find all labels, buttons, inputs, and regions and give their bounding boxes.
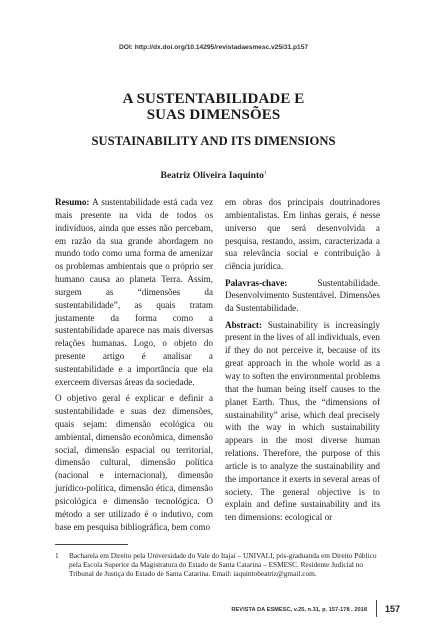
resumo-paragraph-2: O objetivo geral é explicar e definir a sustentabilidade e suas dez dimensões, quais sejam: dimensão ecológica ou ambiental, dimensão econômica, dimensão social, dimensão espacial ou territorial, dimensão cultural, dimensão política (nacional e internacional), dimensão jurídico-política, dimensão ética, dimensão psicológica e dimensão tecnológica. O método a ser utilizado é o indutivo, com base em pesquisa bibliográfica, bem como [55, 393, 213, 532]
footnote [55, 551, 382, 578]
doi-line: DOI: http://dx.doi.org/10.14295/revistadaesmesc.v25i31.p157 [118, 44, 309, 51]
title-line-1: A SUSTENTABILIDADE E [122, 91, 305, 107]
footnote-rule [55, 544, 128, 545]
abstract-paragraph [225, 319, 380, 525]
left-column [55, 196, 213, 533]
author-footnote-mark: 1 [263, 171, 267, 176]
footnote-number: 1 [55, 551, 59, 560]
article-title-en: SUSTAINABILITY AND ITS DIMENSIONS [91, 134, 336, 148]
title-line-2: SUAS DIMENSÕES [146, 107, 281, 123]
footnote-text: Bacharela em Direito pela Universidade do Vale do Itajaí – UNIVALI, pós-graduanda em Direito Público pela Escola Superior da Magistratura do Estado de Santa Catarina – ESMESC. Residente Judicial no Tribunal de Justiça do Estado de Santa Catarina. Email: iaquintobeatriz@gmail.com. [69, 551, 377, 579]
resumo-paragraph [55, 196, 213, 389]
journal-footer: REVISTA DA ESMESC, v.25, n.31, p. 157-178 , 2018 [231, 607, 367, 613]
resumo-text-1: A sustentabilidade está cada vez mais presente na vida de todos os indivíduos, ainda que esses não percebam, em razão da sua grande abordagem no mundo todo como uma forma de amenizar os problemas ambientais que o próprio ser humano causa ao planeta Terra. Assim, surgem as “dimensões da sustentabilidade”, as quais tratam justamente da forma como a sustentabilidade aparece nas mais diversas relações humanas. Logo, o objeto do presente artigo é analisar a sustentabilidade e a importância que ela exerceem diversas áreas da sociedade. [55, 197, 213, 387]
keywords-paragraph [225, 277, 380, 316]
author-name: Beatriz Oliveira Iaquinto [160, 170, 264, 181]
resumo-label: Resumo: [55, 197, 90, 207]
keywords-text: Sustentabilidade. Desenvolvimento Sustentável. Dimensões da Sustentabilidade. [225, 277, 380, 314]
page-number: 157 [385, 604, 401, 614]
article-title-pt [40, 91, 387, 123]
keywords-label: Palavras-chave: [225, 277, 288, 288]
footer-divider [376, 600, 377, 617]
right-column [225, 196, 380, 524]
abstract-text: Sustainability is increasingly present in the lives of all individuals, even if they do not perceive it, because of its great approach in the whole world as a way to soften the environmental problems that the human being itself causes to the planet Earth. Thus, the “dimensions of sustainability” arise, which deal precisely with the way in which sustainability appears in the most diverse human relations. Therefore, the purpose of this article is to analyze the sustainability and the importance it exerts in several areas of society. The general objective is to explain and define sustainability and its ten dimensions: ecological or [225, 319, 380, 523]
resumo-continuation: em obras dos principais doutrinadores ambientalistas. Em linhas gerais, é nesse universo que será desenvolvida a pesquisa, restando, assim, caracterizada a sua relevância social e contribuição à ciência jurídica. [225, 197, 380, 272]
author-line [0, 170, 427, 181]
abstract-label: Abstract: [225, 319, 262, 330]
